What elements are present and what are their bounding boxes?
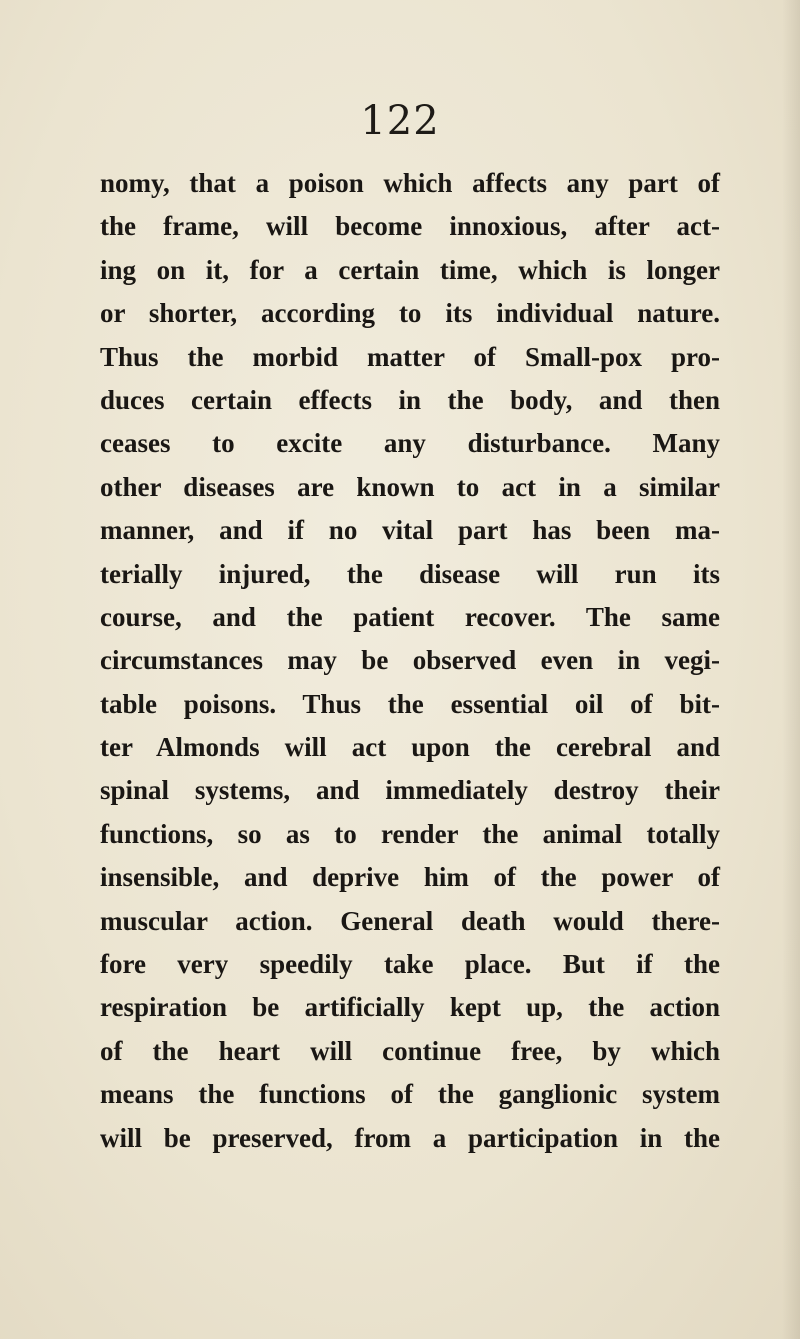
- body-text: [100, 162, 720, 1160]
- text-line: ter Almonds will act upon the cerebral and: [100, 732, 720, 763]
- page-edge-shadow: [782, 0, 800, 1339]
- text-line: course, and the patient recover. The same: [100, 601, 720, 632]
- text-line: ing on it, for a certain time, which is longer: [100, 254, 720, 285]
- text-line: fore very speedily take place. But if the: [100, 949, 720, 980]
- text-line: table poisons. Thus the essential oil of bit-: [100, 688, 720, 719]
- text-line: circumstances may be observed even in vegi-: [100, 645, 720, 676]
- text-line: terially injured, the disease will run its: [100, 558, 720, 589]
- text-line: manner, and if no vital part has been ma-: [100, 515, 720, 546]
- page-number: 122: [360, 98, 440, 144]
- text-line: muscular action. General death would there-: [100, 905, 720, 936]
- text-line: functions, so as to render the animal totally: [100, 818, 720, 849]
- text-line: other diseases are known to act in a similar: [100, 471, 720, 502]
- text-line: will be preserved, from a participation in the: [100, 1122, 720, 1153]
- text-line: duces certain effects in the body, and then: [100, 384, 720, 415]
- text-line: or shorter, according to its individual nature.: [100, 298, 720, 329]
- text-line: Thus the morbid matter of Small-pox pro-: [100, 341, 720, 372]
- text-line: insensible, and deprive him of the power of: [100, 862, 720, 893]
- text-line: ceases to excite any disturbance. Many: [100, 428, 720, 459]
- text-line: the frame, will become innoxious, after act-: [100, 211, 720, 242]
- text-line: means the functions of the ganglionic system: [100, 1079, 720, 1110]
- text-line: of the heart will continue free, by which: [100, 1035, 720, 1066]
- text-line: respiration be artificially kept up, the action: [100, 992, 720, 1023]
- text-line: nomy, that a poison which affects any part of: [100, 168, 720, 198]
- text-line: spinal systems, and immediately destroy their: [100, 775, 720, 806]
